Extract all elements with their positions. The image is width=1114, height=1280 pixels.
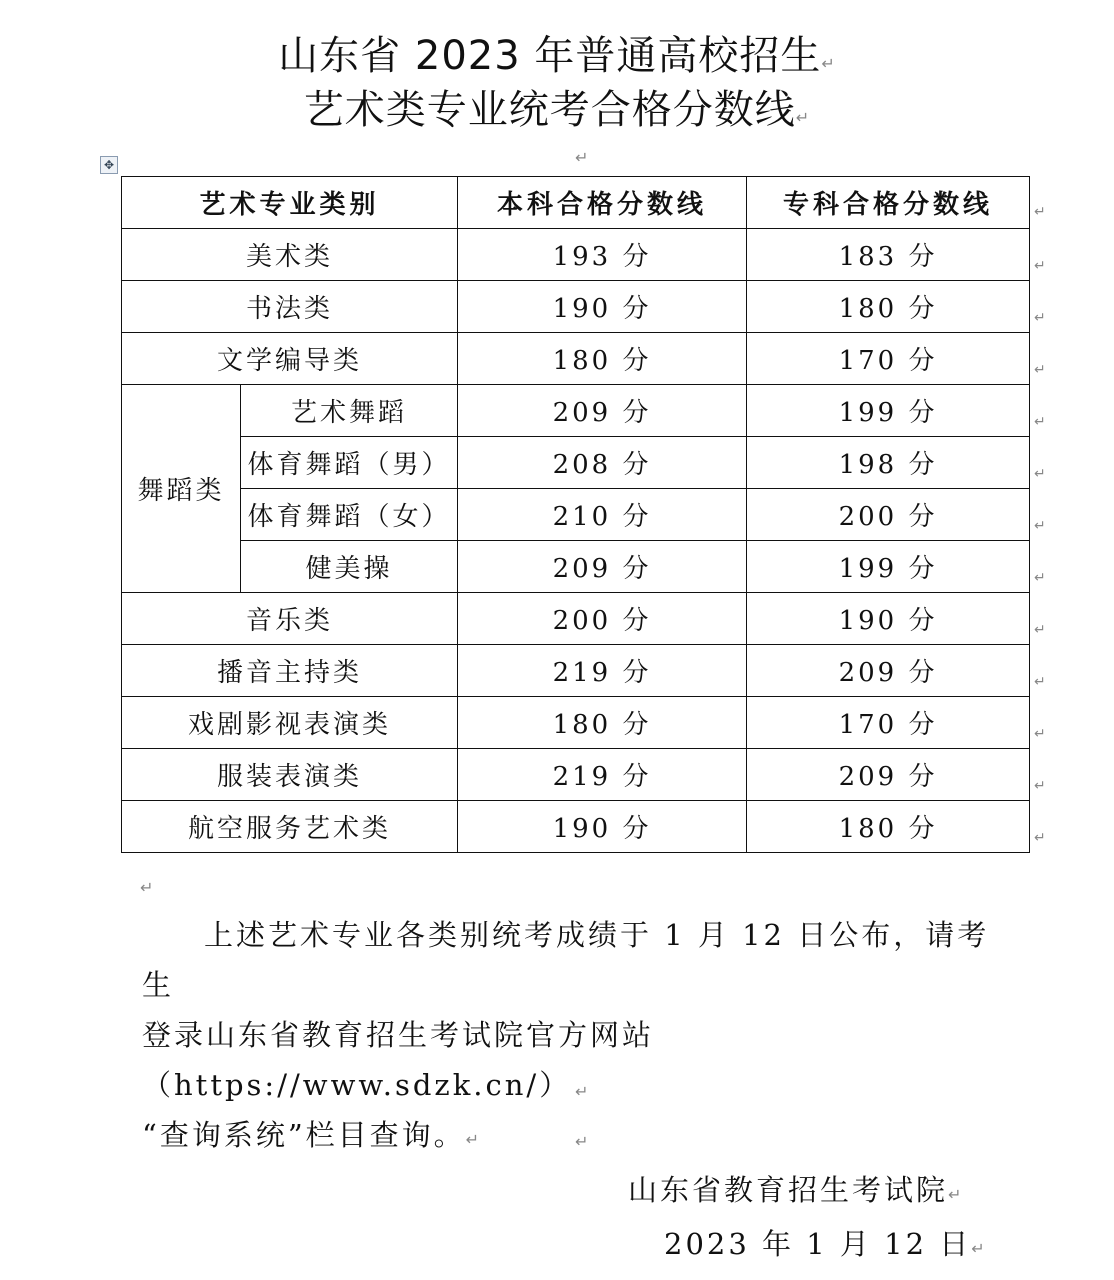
row-end-mark: ↵ xyxy=(1034,310,1046,326)
row-subcategory: 体育舞蹈（女） xyxy=(241,489,458,541)
row-category: 播音主持类 xyxy=(122,645,458,697)
issuer-name: 山东省教育招生考试院↵ xyxy=(628,1173,965,1207)
table-row xyxy=(122,281,1030,333)
header-bachelor: 本科合格分数线 xyxy=(458,177,747,229)
notice-line-3: “查询系统”栏目查询。↵ xyxy=(142,1118,483,1152)
row-bachelor-score: 190 分 xyxy=(458,801,747,853)
table-row xyxy=(122,541,1030,593)
notice-paragraph xyxy=(142,910,1012,1165)
row-end-mark: ↵ xyxy=(1034,622,1046,638)
notice-line-2: 登录山东省教育招生考试院官方网站（https://www.sdzk.cn/） xyxy=(142,1018,655,1102)
row-bachelor-score: 219 分 xyxy=(458,645,747,697)
row-associate-score: 170 分 xyxy=(747,697,1030,749)
paragraph-mark: ↵ xyxy=(575,1082,589,1101)
row-subcategory: 体育舞蹈（男） xyxy=(241,437,458,489)
row-end-mark: ↵ xyxy=(1034,674,1046,690)
issue-date: 2023 年 1 月 12 日↵ xyxy=(664,1227,988,1261)
row-bachelor-score: 209 分 xyxy=(458,541,747,593)
score-table xyxy=(121,176,1030,853)
row-associate-score: 209 分 xyxy=(747,645,1030,697)
document-title-line1: 山东省 2023 年普通高校招生↵ xyxy=(278,33,836,79)
row-bachelor-score: 219 分 xyxy=(458,749,747,801)
table-row xyxy=(122,697,1030,749)
row-associate-score: 180 分 xyxy=(747,281,1030,333)
row-associate-score: 183 分 xyxy=(747,229,1030,281)
row-category: 美术类 xyxy=(122,229,458,281)
table-row xyxy=(122,645,1030,697)
row-bachelor-score: 209 分 xyxy=(458,385,747,437)
row-subcategory: 艺术舞蹈 xyxy=(241,385,458,437)
row-bachelor-score: 200 分 xyxy=(458,593,747,645)
row-bachelor-score: 180 分 xyxy=(458,333,747,385)
table-row xyxy=(122,437,1030,489)
row-associate-score: 199 分 xyxy=(747,541,1030,593)
dance-group-label: 舞蹈类 xyxy=(122,385,241,593)
row-end-mark: ↵ xyxy=(1034,258,1046,274)
row-category: 文学编导类 xyxy=(122,333,458,385)
row-category: 书法类 xyxy=(122,281,458,333)
table-header-row xyxy=(122,177,1030,229)
row-end-mark: ↵ xyxy=(1034,726,1046,742)
row-category: 音乐类 xyxy=(122,593,458,645)
table-row xyxy=(122,333,1030,385)
row-end-mark: ↵ xyxy=(1034,518,1046,534)
table-row xyxy=(122,385,1030,437)
row-end-mark: ↵ xyxy=(1034,778,1046,794)
paragraph-mark: ↵ xyxy=(575,1132,589,1151)
paragraph-mark: ↵ xyxy=(575,148,589,167)
notice-line-1: 上述艺术专业各类别统考成绩于 1 月 12 日公布，请考生 xyxy=(142,918,990,1002)
header-category: 艺术专业类别 xyxy=(122,177,458,229)
row-category: 航空服务艺术类 xyxy=(122,801,458,853)
row-end-mark: ↵ xyxy=(1034,204,1046,220)
table-row xyxy=(122,229,1030,281)
row-associate-score: 190 分 xyxy=(747,593,1030,645)
table-row xyxy=(122,593,1030,645)
document-title-line2: 艺术类专业统考合格分数线↵ xyxy=(303,87,811,133)
row-category: 戏剧影视表演类 xyxy=(122,697,458,749)
table-row xyxy=(122,801,1030,853)
row-bachelor-score: 180 分 xyxy=(458,697,747,749)
row-bachelor-score: 210 分 xyxy=(458,489,747,541)
row-end-mark: ↵ xyxy=(1034,362,1046,378)
row-subcategory: 健美操 xyxy=(241,541,458,593)
row-bachelor-score: 193 分 xyxy=(458,229,747,281)
row-bachelor-score: 190 分 xyxy=(458,281,747,333)
row-associate-score: 209 分 xyxy=(747,749,1030,801)
row-end-mark: ↵ xyxy=(1034,414,1046,430)
row-associate-score: 200 分 xyxy=(747,489,1030,541)
row-associate-score: 180 分 xyxy=(747,801,1030,853)
paragraph-mark: ↵ xyxy=(140,878,154,897)
row-end-mark: ↵ xyxy=(1034,466,1046,482)
row-end-mark: ↵ xyxy=(1034,570,1046,586)
row-associate-score: 170 分 xyxy=(747,333,1030,385)
row-end-mark: ↵ xyxy=(1034,830,1046,846)
row-associate-score: 199 分 xyxy=(747,385,1030,437)
table-move-handle-icon[interactable]: ✥ xyxy=(100,156,118,174)
table-row xyxy=(122,489,1030,541)
row-bachelor-score: 208 分 xyxy=(458,437,747,489)
row-category: 服装表演类 xyxy=(122,749,458,801)
row-associate-score: 198 分 xyxy=(747,437,1030,489)
table-row xyxy=(122,749,1030,801)
header-associate: 专科合格分数线 xyxy=(747,177,1030,229)
